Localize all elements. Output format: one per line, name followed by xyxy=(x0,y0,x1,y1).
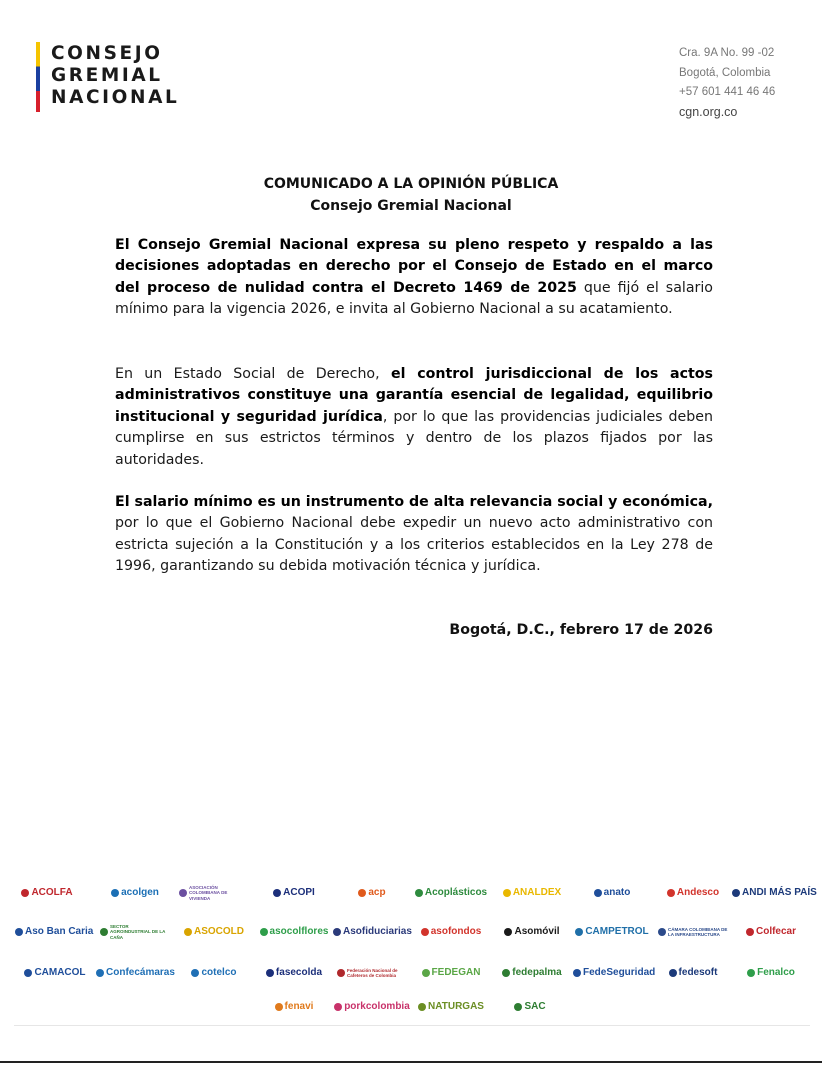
bold-text-run: El Consejo Gremial Nacional expresa su pleno respeto y respaldo a las decisiones adoptadas en derecho por el Consejo de Estado en el marco del proceso de nulidad contra el Decreto 1469 de 2025 xyxy=(115,237,713,296)
logo-label: Colfecar xyxy=(755,926,796,937)
logo-mark-icon xyxy=(658,928,666,936)
logo-mark-icon xyxy=(100,928,108,936)
signature-date: Bogotá, D.C., febrero 17 de 2026 xyxy=(449,622,713,638)
logo-label: SECTOR AGROINDUSTRIAL DE LA CAÑA xyxy=(110,923,166,940)
member-logo xyxy=(334,878,410,908)
logo-label: acolgen xyxy=(121,887,159,898)
member-logo xyxy=(733,958,809,988)
logo-label: fasecolda xyxy=(275,967,323,978)
logo-mark-icon xyxy=(514,1003,522,1011)
logo-mark-icon xyxy=(184,928,192,936)
document-title xyxy=(0,173,822,217)
title-line-2: Consejo Gremial Nacional xyxy=(310,198,512,214)
logo-mark-icon xyxy=(273,889,281,897)
member-logo xyxy=(655,958,731,988)
logo-line-3: NACIONAL xyxy=(51,87,180,108)
member-logo xyxy=(334,992,410,1022)
member-logo xyxy=(413,878,489,908)
member-logo xyxy=(574,917,650,947)
page-bottom-rule xyxy=(0,1061,822,1063)
logo-label: fedepalma xyxy=(512,967,562,978)
member-logo xyxy=(733,917,809,947)
paragraph-1 xyxy=(115,235,713,321)
logo-label: FEDEGAN xyxy=(431,967,481,978)
logo-label: ASOCOLD xyxy=(194,926,244,937)
logo-mark-icon xyxy=(575,928,583,936)
logo-label: cotelco xyxy=(201,967,237,978)
logo-label: porkcolombia xyxy=(344,1001,410,1012)
member-logo xyxy=(256,878,332,908)
logo-mark-icon xyxy=(96,969,104,977)
logo-label: fedesoft xyxy=(678,967,718,978)
logo-mark-icon xyxy=(333,928,341,936)
logo-mark-icon xyxy=(422,969,430,977)
member-logo xyxy=(334,958,410,988)
member-logo xyxy=(256,958,332,988)
member-logo xyxy=(176,958,252,988)
logo-mark-icon xyxy=(732,889,740,897)
logo-mark-icon xyxy=(418,1003,426,1011)
logo-label: fenavi xyxy=(284,1001,314,1012)
cgn-logo xyxy=(36,42,196,116)
logo-label: Asofiduciarias xyxy=(343,926,412,937)
logo-label: CÁMARA COLOMBIANA DE LA INFRAESTRUCTURA xyxy=(668,926,728,937)
logo-mark-icon xyxy=(746,928,754,936)
logo-label: Confecámaras xyxy=(106,967,175,978)
title-line-1: COMUNICADO A LA OPINIÓN PÚBLICA xyxy=(263,176,559,192)
text-run: por lo que el Gobierno Nacional debe expedir un nuevo acto administrativo con estricta sujeción a la Constitución y a los criterios establecidos en la Ley 278 de 1996, garantizando su debida motivación técnica y jurídica. xyxy=(115,515,713,575)
member-logo xyxy=(413,958,489,988)
text-run: que fijó el salario mínimo para la vigencia 2026, e invita al Gobierno Nacional a su acatamiento. xyxy=(115,279,713,318)
contact-phone: +57 601 441 46 46 xyxy=(679,86,776,98)
logo-label: NATURGAS xyxy=(428,1001,484,1012)
logo-label: FedeSeguridad xyxy=(583,967,656,978)
member-logo xyxy=(17,958,93,988)
logo-mark-icon xyxy=(266,969,274,977)
member-logo xyxy=(655,917,731,947)
logo-label: Acoplásticos xyxy=(424,887,488,898)
logo-label: ACOPI xyxy=(283,887,315,898)
logo-label: ASOCIACIÓN COLOMBIANA DE VIVIENDA xyxy=(189,884,228,901)
logo-mark-icon xyxy=(24,969,32,977)
bold-text-run: el control jurisdiccional de los actos administrativos constituye una garantía esencial de legalidad, equilibrio institucional y seguridad jurídica xyxy=(115,366,713,425)
contact-address: Cra. 9A No. 99 -02 xyxy=(679,47,775,59)
logo-label: ACOLFA xyxy=(31,887,73,898)
logo-mark-icon xyxy=(358,889,366,897)
contact-block xyxy=(679,44,775,122)
text-run: En un Estado Social de Derecho, xyxy=(115,366,391,382)
logo-label: Asomóvil xyxy=(514,926,560,937)
logo-mark-icon xyxy=(669,969,677,977)
member-logo xyxy=(413,992,489,1022)
logo-wordmark xyxy=(51,43,179,109)
logo-label: acp xyxy=(368,887,386,898)
logo-mark-icon xyxy=(260,928,268,936)
paragraph-2 xyxy=(115,364,713,471)
text-run: , por lo que las providencias judiciales deben cumplirse en sus estrictos términos y dentro de los plazos fijados por las autoridades. xyxy=(115,408,713,468)
logo-mark-icon xyxy=(747,969,755,977)
logo-mark-icon xyxy=(275,1003,283,1011)
logo-label: Federación Nacional de Cafeteros de Colombia xyxy=(347,967,398,978)
logo-mark-icon xyxy=(191,969,199,977)
logo-mark-icon xyxy=(179,889,187,897)
member-logo xyxy=(574,958,656,988)
logo-mark-icon xyxy=(502,969,510,977)
logo-label: asocolflores xyxy=(269,926,329,937)
logo-mark-icon xyxy=(573,969,581,977)
logo-label: ANALDEX xyxy=(512,887,562,898)
logo-label: Aso Ban Caria xyxy=(25,926,94,937)
logo-label: Andesco xyxy=(676,887,720,898)
member-logo xyxy=(655,878,731,908)
logo-color-bar xyxy=(36,42,40,112)
logo-mark-icon xyxy=(111,889,119,897)
logo-line-2: GREMIAL xyxy=(51,65,163,86)
member-logo xyxy=(334,917,410,947)
member-logo xyxy=(494,878,570,908)
logo-mark-icon xyxy=(594,889,602,897)
member-logo xyxy=(176,917,252,947)
logo-label: CAMACOL xyxy=(34,967,86,978)
member-logo xyxy=(9,878,85,908)
member-logo xyxy=(97,917,173,947)
contact-city: Bogotá, Colombia xyxy=(679,66,771,79)
logo-mark-icon xyxy=(421,928,429,936)
logo-label: CAMPETROL xyxy=(585,926,649,937)
logo-mark-icon xyxy=(21,889,29,897)
logo-mark-icon xyxy=(337,969,345,977)
logo-mark-icon xyxy=(415,889,423,897)
member-logo xyxy=(256,992,332,1022)
logo-label: anato xyxy=(603,887,631,898)
contact-website[interactable]: cgn.org.co xyxy=(679,104,738,119)
member-logo xyxy=(574,878,650,908)
member-logo xyxy=(97,878,173,908)
bold-text-run: El salario mínimo es un instrumento de alta relevancia social y económica, xyxy=(115,494,713,510)
paragraph-3 xyxy=(115,492,713,578)
logo-label: ANDI MÁS PAÍS xyxy=(742,887,817,898)
logo-mark-icon xyxy=(504,928,512,936)
logo-line-1: CONSEJO xyxy=(51,43,163,64)
member-logo xyxy=(176,878,252,908)
logo-mark-icon xyxy=(503,889,511,897)
member-logo xyxy=(256,917,332,947)
member-logo xyxy=(492,992,568,1022)
logos-divider xyxy=(14,1025,810,1026)
logo-mark-icon xyxy=(334,1003,342,1011)
member-logo xyxy=(494,958,570,988)
member-logo xyxy=(413,917,489,947)
member-logo xyxy=(97,958,173,988)
logo-mark-icon xyxy=(15,928,23,936)
logo-label: SAC xyxy=(524,1001,546,1012)
logo-mark-icon xyxy=(667,889,675,897)
logo-label: Fenalco xyxy=(757,967,795,978)
member-logo xyxy=(733,878,817,908)
logo-label: asofondos xyxy=(430,926,482,937)
member-logo xyxy=(494,917,570,947)
member-logo xyxy=(16,917,92,947)
